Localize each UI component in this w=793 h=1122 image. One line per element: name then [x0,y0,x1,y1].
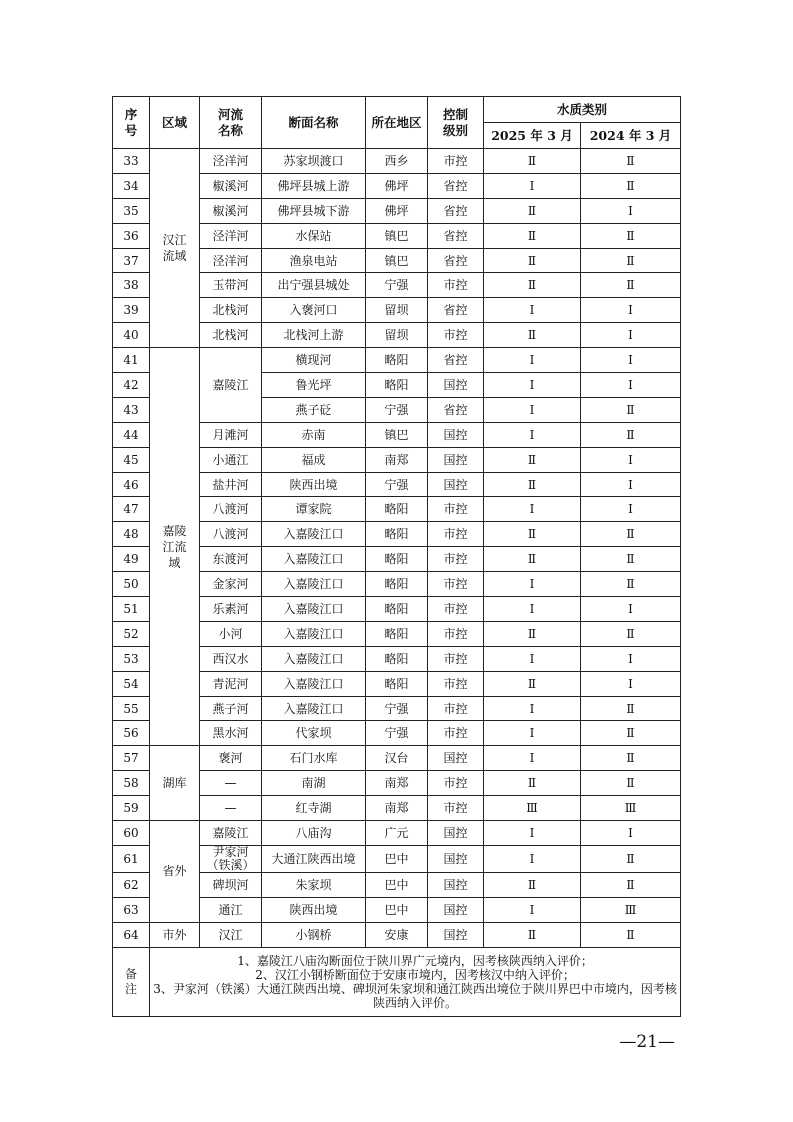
quality-2024-cell: Ⅰ [581,597,681,622]
location-cell: 略阳 [366,572,428,597]
section-cell: 入褒河口 [262,298,366,323]
quality-2024-cell: Ⅰ [581,298,681,323]
river-cell: 褒河 [200,746,262,771]
table-row [113,348,681,373]
control-cell: 省控 [428,397,484,422]
section-cell: 赤南 [262,422,366,447]
section-cell: 南湖 [262,771,366,796]
quality-2024-cell: Ⅱ [581,696,681,721]
control-cell: 省控 [428,223,484,248]
header-region: 区域 [150,97,200,149]
river-cell: — [200,796,262,821]
section-cell: 鲁光坪 [262,373,366,398]
control-cell: 国控 [428,821,484,846]
table-row [113,821,681,846]
quality-2025-cell: Ⅱ [484,149,581,174]
seq-cell: 48 [113,522,150,547]
quality-2025-cell: Ⅰ [484,397,581,422]
river-cell: 汉江 [200,922,262,947]
control-cell: 市控 [428,796,484,821]
location-cell: 宁强 [366,472,428,497]
location-cell: 镇巴 [366,422,428,447]
control-cell: 省控 [428,298,484,323]
header-year-2024: 2024 年 3 月 [581,123,681,149]
control-cell: 市控 [428,721,484,746]
seq-cell: 37 [113,248,150,273]
section-cell: 水保站 [262,223,366,248]
section-cell: 陕西出境 [262,897,366,922]
seq-cell: 58 [113,771,150,796]
location-cell: 佛坪 [366,198,428,223]
quality-2024-cell: Ⅱ [581,746,681,771]
seq-cell: 64 [113,922,150,947]
quality-2024-cell: Ⅱ [581,721,681,746]
location-cell: 略阳 [366,547,428,572]
quality-2025-cell: Ⅱ [484,671,581,696]
header-section: 断面名称 [262,97,366,149]
river-cell: 玉带河 [200,273,262,298]
location-cell: 安康 [366,922,428,947]
quality-2025-cell: Ⅱ [484,223,581,248]
seq-cell: 42 [113,373,150,398]
location-cell: 南郑 [366,447,428,472]
section-cell: 出宁强县城处 [262,273,366,298]
table-row [113,746,681,771]
river-cell: 月滩河 [200,422,262,447]
river-cell: 黑水河 [200,721,262,746]
seq-cell: 41 [113,348,150,373]
quality-2024-cell: Ⅱ [581,771,681,796]
river-cell: 椒溪河 [200,173,262,198]
seq-cell: 47 [113,497,150,522]
quality-2025-cell: Ⅱ [484,547,581,572]
location-cell: 镇巴 [366,223,428,248]
river-cell: — [200,771,262,796]
notes-label-cell: 备注 [113,947,150,1016]
location-cell: 镇巴 [366,248,428,273]
control-cell: 国控 [428,922,484,947]
control-cell: 市控 [428,522,484,547]
header-control: 控制级别 [428,97,484,149]
river-cell: 八渡河 [200,522,262,547]
location-cell: 汉台 [366,746,428,771]
river-cell: 泾洋河 [200,223,262,248]
control-cell: 市控 [428,671,484,696]
quality-2025-cell: Ⅱ [484,922,581,947]
seq-cell: 33 [113,149,150,174]
header-quality: 水质类别 [484,97,681,123]
location-cell: 略阳 [366,671,428,696]
quality-2024-cell: Ⅰ [581,646,681,671]
location-cell: 巴中 [366,897,428,922]
river-cell: 碑坝河 [200,872,262,897]
quality-2025-cell: Ⅱ [484,522,581,547]
location-cell: 西乡 [366,149,428,174]
river-cell: 小通江 [200,447,262,472]
seq-cell: 54 [113,671,150,696]
river-cell: 泾洋河 [200,248,262,273]
seq-cell: 45 [113,447,150,472]
section-cell: 佛坪县城下游 [262,198,366,223]
river-cell: 燕子河 [200,696,262,721]
quality-2025-cell: Ⅱ [484,771,581,796]
control-cell: 国控 [428,845,484,872]
quality-2025-cell: Ⅱ [484,872,581,897]
control-cell: 国控 [428,422,484,447]
section-cell: 渔泉电站 [262,248,366,273]
quality-2025-cell: Ⅰ [484,572,581,597]
control-cell: 市控 [428,572,484,597]
river-cell: 北栈河 [200,298,262,323]
note-line: 2、汉江小钢桥断面位于安康市境内，因考核汉中纳入评价； [255,967,575,982]
quality-2025-cell: Ⅰ [484,646,581,671]
quality-2024-cell: Ⅱ [581,522,681,547]
seq-cell: 36 [113,223,150,248]
control-cell: 市控 [428,621,484,646]
seq-cell: 49 [113,547,150,572]
quality-2024-cell: Ⅱ [581,273,681,298]
control-cell: 国控 [428,373,484,398]
seq-cell: 39 [113,298,150,323]
location-cell: 南郑 [366,771,428,796]
section-cell: 朱家坝 [262,872,366,897]
header-location: 所在地区 [366,97,428,149]
quality-2024-cell: Ⅰ [581,472,681,497]
section-cell: 燕子砭 [262,397,366,422]
section-cell: 陕西出境 [262,472,366,497]
control-cell: 市控 [428,273,484,298]
location-cell: 宁强 [366,397,428,422]
quality-2025-cell: Ⅰ [484,746,581,771]
section-cell: 大通江陕西出境 [262,845,366,872]
river-cell: 盐井河 [200,472,262,497]
quality-2024-cell: Ⅱ [581,572,681,597]
quality-2024-cell: Ⅱ [581,173,681,198]
quality-2025-cell: Ⅱ [484,248,581,273]
quality-2024-cell: Ⅱ [581,397,681,422]
control-cell: 省控 [428,348,484,373]
seq-cell: 51 [113,597,150,622]
control-cell: 省控 [428,198,484,223]
location-cell: 留坝 [366,323,428,348]
river-cell: 通江 [200,897,262,922]
river-cell: 北栈河 [200,323,262,348]
table-body [113,149,681,948]
location-cell: 留坝 [366,298,428,323]
table-row [113,149,681,174]
section-cell: 入嘉陵江口 [262,597,366,622]
river-cell: 金家河 [200,572,262,597]
section-cell: 入嘉陵江口 [262,646,366,671]
quality-2024-cell: Ⅰ [581,373,681,398]
seq-cell: 63 [113,897,150,922]
seq-cell: 46 [113,472,150,497]
quality-2025-cell: Ⅱ [484,472,581,497]
river-cell: 青泥河 [200,671,262,696]
control-cell: 市控 [428,323,484,348]
seq-cell: 34 [113,173,150,198]
quality-2025-cell: Ⅰ [484,497,581,522]
section-cell: 入嘉陵江口 [262,522,366,547]
section-cell: 入嘉陵江口 [262,696,366,721]
quality-2025-cell: Ⅰ [484,173,581,198]
control-cell: 国控 [428,472,484,497]
quality-2025-cell: Ⅰ [484,897,581,922]
quality-2024-cell: Ⅰ [581,198,681,223]
control-cell: 国控 [428,872,484,897]
section-cell: 佛坪县城上游 [262,173,366,198]
section-cell: 石门水库 [262,746,366,771]
control-cell: 市控 [428,696,484,721]
quality-2024-cell: Ⅱ [581,223,681,248]
quality-2024-cell: Ⅱ [581,547,681,572]
location-cell: 略阳 [366,348,428,373]
control-cell: 市控 [428,497,484,522]
quality-2025-cell: Ⅲ [484,796,581,821]
location-cell: 佛坪 [366,173,428,198]
section-cell: 代家坝 [262,721,366,746]
quality-2025-cell: Ⅰ [484,348,581,373]
control-cell: 省控 [428,173,484,198]
location-cell: 巴中 [366,845,428,872]
quality-2025-cell: Ⅰ [484,721,581,746]
seq-cell: 56 [113,721,150,746]
section-cell: 红寺湖 [262,796,366,821]
section-cell: 北栈河上游 [262,323,366,348]
quality-2024-cell: Ⅰ [581,348,681,373]
location-cell: 略阳 [366,597,428,622]
section-cell: 福成 [262,447,366,472]
river-cell: 嘉陵江 [200,348,262,423]
control-cell: 市控 [428,771,484,796]
seq-cell: 61 [113,845,150,872]
quality-2024-cell: Ⅰ [581,323,681,348]
quality-2024-cell: Ⅱ [581,922,681,947]
quality-2024-cell: Ⅱ [581,621,681,646]
location-cell: 略阳 [366,646,428,671]
quality-2025-cell: Ⅱ [484,198,581,223]
quality-2025-cell: Ⅰ [484,597,581,622]
seq-cell: 44 [113,422,150,447]
water-quality-table [112,96,681,1017]
quality-2024-cell: Ⅰ [581,671,681,696]
seq-cell: 38 [113,273,150,298]
control-cell: 市控 [428,547,484,572]
river-cell: 西汉水 [200,646,262,671]
quality-2024-cell: Ⅰ [581,447,681,472]
control-cell: 国控 [428,897,484,922]
section-cell: 入嘉陵江口 [262,621,366,646]
quality-2025-cell: Ⅰ [484,422,581,447]
control-cell: 市控 [428,646,484,671]
location-cell: 宁强 [366,696,428,721]
section-cell: 入嘉陵江口 [262,572,366,597]
section-cell: 苏家坝渡口 [262,149,366,174]
section-cell: 入嘉陵江口 [262,547,366,572]
river-cell: 泾洋河 [200,149,262,174]
control-cell: 国控 [428,447,484,472]
quality-2025-cell: Ⅰ [484,373,581,398]
notes-cell [150,947,681,1016]
location-cell: 略阳 [366,621,428,646]
header-river: 河流名称 [200,97,262,149]
quality-2024-cell: Ⅱ [581,248,681,273]
location-cell: 巴中 [366,872,428,897]
quality-2025-cell: Ⅱ [484,273,581,298]
control-cell: 市控 [428,597,484,622]
section-cell: 横现河 [262,348,366,373]
river-cell: 尹家河（铁溪） [200,845,262,872]
quality-2024-cell: Ⅱ [581,422,681,447]
location-cell: 宁强 [366,273,428,298]
region-cell: 湖库 [150,746,200,821]
quality-2025-cell: Ⅱ [484,621,581,646]
river-cell: 乐素河 [200,597,262,622]
river-cell: 东渡河 [200,547,262,572]
location-cell: 宁强 [366,721,428,746]
seq-cell: 35 [113,198,150,223]
section-cell: 小钢桥 [262,922,366,947]
region-cell: 省外 [150,821,200,923]
region-cell: 汉江流域 [150,149,200,348]
quality-2024-cell: Ⅰ [581,497,681,522]
quality-2025-cell: Ⅰ [484,696,581,721]
quality-2025-cell: Ⅱ [484,447,581,472]
location-cell: 略阳 [366,522,428,547]
table-row [113,922,681,947]
seq-cell: 43 [113,397,150,422]
location-cell: 广元 [366,821,428,846]
section-cell: 谭家院 [262,497,366,522]
seq-cell: 52 [113,621,150,646]
quality-2024-cell: Ⅱ [581,845,681,872]
region-cell: 嘉陵江流域 [150,348,200,746]
quality-2024-cell: Ⅱ [581,872,681,897]
quality-2025-cell: Ⅱ [484,323,581,348]
section-cell: 八庙沟 [262,821,366,846]
header-year-2025: 2025 年 3 月 [484,123,581,149]
river-cell: 椒溪河 [200,198,262,223]
seq-cell: 60 [113,821,150,846]
quality-2024-cell: Ⅲ [581,796,681,821]
location-cell: 略阳 [366,497,428,522]
river-cell: 嘉陵江 [200,821,262,846]
seq-cell: 55 [113,696,150,721]
seq-cell: 57 [113,746,150,771]
note-line: 1、嘉陵江八庙沟断面位于陕川界广元境内，因考核陕西纳入评价； [237,953,593,968]
section-cell: 入嘉陵江口 [262,671,366,696]
region-cell: 市外 [150,922,200,947]
seq-cell: 53 [113,646,150,671]
quality-2024-cell: Ⅲ [581,897,681,922]
control-cell: 市控 [428,149,484,174]
quality-2024-cell: Ⅰ [581,821,681,846]
seq-cell: 59 [113,796,150,821]
quality-2025-cell: Ⅰ [484,845,581,872]
page-number: —21— [619,1032,675,1052]
river-cell: 八渡河 [200,497,262,522]
quality-2024-cell: Ⅱ [581,149,681,174]
seq-cell: 40 [113,323,150,348]
quality-2025-cell: Ⅰ [484,821,581,846]
note-line: 3、尹家河（铁溪）大通江陕西出境、碑坝河朱家坝和通江陕西出境位于陕川界巴中市境内，因考核陕西纳入评价。 [153,981,677,1010]
seq-cell: 62 [113,872,150,897]
control-cell: 国控 [428,746,484,771]
seq-cell: 50 [113,572,150,597]
river-cell: 小河 [200,621,262,646]
header-seq: 序号 [113,97,150,149]
location-cell: 略阳 [366,373,428,398]
location-cell: 南郑 [366,796,428,821]
quality-2025-cell: Ⅰ [484,298,581,323]
control-cell: 省控 [428,248,484,273]
